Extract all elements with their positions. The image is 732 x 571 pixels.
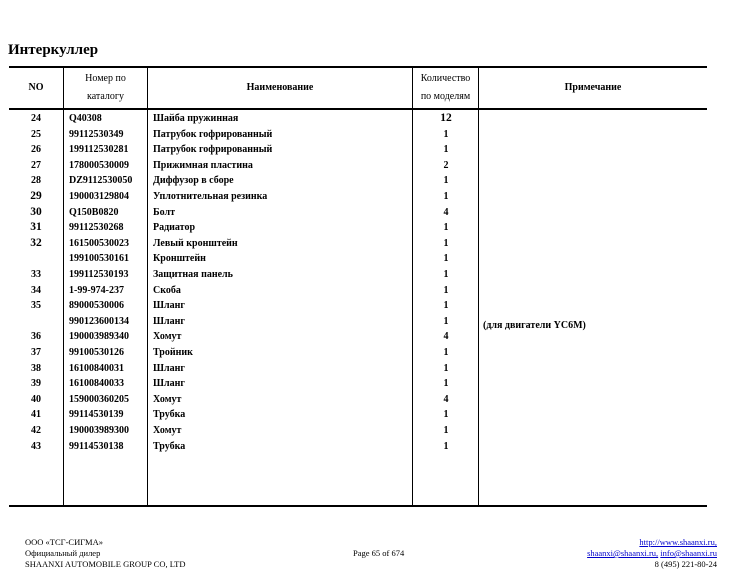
catalog-number: 199112530193 [69,269,129,280]
part-name: Шланг [153,300,185,312]
quantity: 1 [443,440,449,452]
header-catalog: Номер по каталогу [85,73,126,102]
site-link[interactable]: http://www.shaanxi.ru, [639,537,717,547]
row-number: 25 [31,128,41,140]
row-number: 42 [31,425,41,436]
catalog-number: 199112530281 [69,144,129,156]
catalog-number: 178000530009 [69,159,129,171]
quantity: 4 [443,206,449,218]
quantity: 1 [443,362,449,374]
table-row [9,376,707,392]
quantity: 1 [443,191,449,202]
part-name: Болт [153,206,176,218]
row-number: 41 [31,409,41,421]
catalog-number: 16100840031 [69,362,124,374]
footer-right [587,537,717,570]
part-name: Левый кронштейн [153,237,238,249]
header-bottom-border [9,108,707,110]
table-row [9,314,707,330]
header-note: Примечание [564,82,622,93]
part-name: Шланг [153,378,185,390]
quantity: 1 [443,315,449,327]
quantity: 12 [440,112,452,124]
part-name: Хомут [153,393,182,405]
table-row [9,283,707,299]
quantity: 4 [443,393,449,405]
catalog-number: Q40308 [69,113,102,124]
table-row [9,111,707,127]
header-name: Наименование [246,82,314,93]
table-row [9,267,707,283]
row-number: 35 [31,300,41,312]
quantity: 1 [443,128,449,140]
part-name: Хомут [153,425,182,436]
table-bottom-border [9,505,707,507]
parts-table [9,66,707,507]
catalog-number: 990123600134 [69,315,129,327]
part-name: Тройник [153,347,193,358]
catalog-number: 190003989300 [69,425,129,436]
catalog-number: 99114530139 [69,409,124,421]
table-row [9,345,707,361]
row-number: 30 [30,205,42,218]
table-row [9,205,707,221]
part-name: Шланг [153,315,185,327]
quantity: 2 [443,159,449,171]
part-name: Шланг [153,362,185,374]
part-name: Трубка [153,409,186,421]
catalog-number: 159000360205 [69,393,129,405]
footer-company: ООО «ТСГ-СИГМА» [25,537,103,547]
row-number: 26 [31,144,41,156]
part-name: Защитная панель [153,269,233,280]
footer-dealer: Официальный дилер [25,548,101,558]
quantity: 1 [443,269,449,280]
table-row [9,329,707,345]
table-row [9,127,707,143]
quantity: 1 [443,425,449,436]
part-name: Скоба [153,284,181,296]
row-number: 27 [31,159,41,171]
row-number: 36 [31,331,41,343]
footer-phone: 8 (495) 221-80-24 [654,559,717,569]
table-row [9,251,707,267]
table-row [9,189,707,205]
row-number: 29 [30,190,42,202]
quantity: 1 [443,237,449,249]
catalog-number: 99114530138 [69,440,124,452]
header-no: NO [28,82,44,93]
part-name: Прижимная пластина [153,159,253,171]
footer-left [25,537,186,570]
catalog-number: DZ9112530050 [69,175,133,187]
row-number: 28 [31,175,41,187]
part-name: Патрубок гофрированный [153,144,273,156]
email-link[interactable]: info@shaanxi.ru [660,548,717,558]
row-number: 40 [31,393,41,405]
table-top-border [9,66,707,68]
table-row [9,361,707,377]
table-row [9,298,707,314]
table-row [9,392,707,408]
footer-group: SHAANXI AUTOMOBILE GROUP CO, LTD [25,559,186,569]
part-name: Кронштейн [153,253,206,265]
row-number: 24 [31,113,41,124]
catalog-number: 199100530161 [69,253,129,265]
part-name: Трубка [153,440,186,452]
quantity: 1 [443,284,449,296]
row-number: 39 [31,378,41,390]
quantity: 1 [443,175,449,187]
email-link[interactable]: shaanxi@shaanxi.ru, [587,548,659,558]
part-name: Диффузор в сборе [153,175,234,187]
part-name: Патрубок гофрированный [153,128,273,140]
table-row [9,423,707,439]
catalog-number: 99100530126 [69,347,124,358]
row-number: 37 [31,347,41,358]
row-number: 38 [31,362,41,374]
catalog-number: 99112530268 [69,222,124,234]
quantity: 1 [443,300,449,312]
table-row [9,407,707,423]
catalog-number: 190003129804 [69,191,129,202]
table-row [9,439,707,455]
quantity: 1 [443,253,449,265]
header-qty: Количество по моделям [420,73,471,102]
note-cell: (для двигатели YC6M) [483,320,586,331]
catalog-number: Q150B0820 [69,206,119,218]
catalog-number: 16100840033 [69,378,124,390]
catalog-number: 1-99-974-237 [69,284,124,296]
footer-page-number: Page 65 of 674 [353,548,405,558]
row-number: 32 [30,236,42,249]
catalog-number: 161500530023 [69,237,129,249]
page-title: Интеркуллер [8,42,99,58]
quantity: 1 [443,409,449,421]
part-name: Уплотнительная резинка [153,191,268,202]
quantity: 4 [443,331,449,343]
part-name: Хомут [153,331,182,343]
table-row [9,158,707,174]
table-row [9,220,707,236]
row-number: 31 [30,221,42,234]
catalog-number: 99112530349 [69,128,124,140]
quantity: 1 [443,144,449,156]
quantity: 1 [443,347,449,358]
table-row [9,173,707,189]
quantity: 1 [443,378,449,390]
row-number: 43 [31,440,41,452]
part-name: Шайба пружинная [153,113,239,124]
table-row [9,142,707,158]
quantity: 1 [443,222,449,234]
row-number: 33 [31,269,41,280]
catalog-number: 89000530006 [69,300,124,312]
row-number: 34 [31,284,41,296]
table-row [9,236,707,252]
catalog-number: 190003989340 [69,331,129,343]
part-name: Радиатор [153,222,196,234]
